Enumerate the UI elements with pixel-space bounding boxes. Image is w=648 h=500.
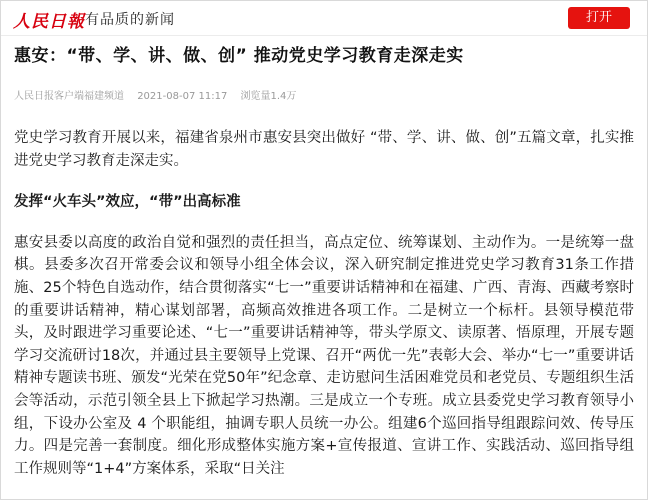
app-header xyxy=(1,1,647,35)
article-meta xyxy=(14,87,306,102)
open-app-button[interactable]: 打开 xyxy=(568,7,630,29)
article-body xyxy=(14,127,634,480)
article-subheading: 发挥“火车头”效应，“带”出高标准 xyxy=(14,194,241,211)
article-paragraph: 党史学习教育开展以来，福建省泉州市惠安县突出做好 “带、学、讲、做、创”五篇文章，扎实推进党史学习教育走深走实。 xyxy=(14,130,634,169)
header-divider xyxy=(1,35,647,36)
article-source[interactable]: 人民日报客户端福建频道 xyxy=(14,91,124,102)
article-paragraph: 惠安县委以高度的政治自觉和强烈的责任担当，高点定位、统筹谋划、主动作为。一是统筹一盘棋。县委多次召开常委会议和领导小组全体会议，深入研究制定推进党史学习教育31条工作措施、25个特色自选动作，结合贯彻落实“七一”重要讲话精神和在福建、广西、青海、西藏考察时的重要讲话精神，精心谋划部署，高频高效推进各项工作。二是树立一个标杆。县领导模范带头，及时跟进学习重要论述、“七一”重要讲话精神等，带头学原文、读原著、悟原理，开展专题学习交流研讨18次，并通过县主要领导上党课、召开“两优一先”表彰大会、举办“七一”重要讲话精神专题读书班、颁发“光荣在党50年”纪念章、走访慰问生活困难党员和老党员、专题组织生活会等活动，示范引领全县上下掀起学习热潮。三是成立一个专班。成立县委党史学习教育领导小组，下设办公室及 4 个职能组，抽调专职人员统一办公。组建6个巡回指导组跟踪问效、传导压力。四是完善一套制度。细化形成整体实施方案+宣传报道、宣讲工作、实践活动、巡回指导组工作规则等“1+4”方案体系，采取“日关注 xyxy=(14,234,634,477)
header-slogan: 有品质的新闻 xyxy=(85,12,175,28)
article-views: 浏览量1.4万 xyxy=(240,91,297,102)
article-title: 惠安：“带、学、讲、做、创” 推动党史学习教育走深走实 xyxy=(14,46,464,66)
people-daily-logo[interactable]: 人民日報 xyxy=(13,12,85,32)
article-datetime: 2021-08-07 11:17 xyxy=(137,91,228,102)
